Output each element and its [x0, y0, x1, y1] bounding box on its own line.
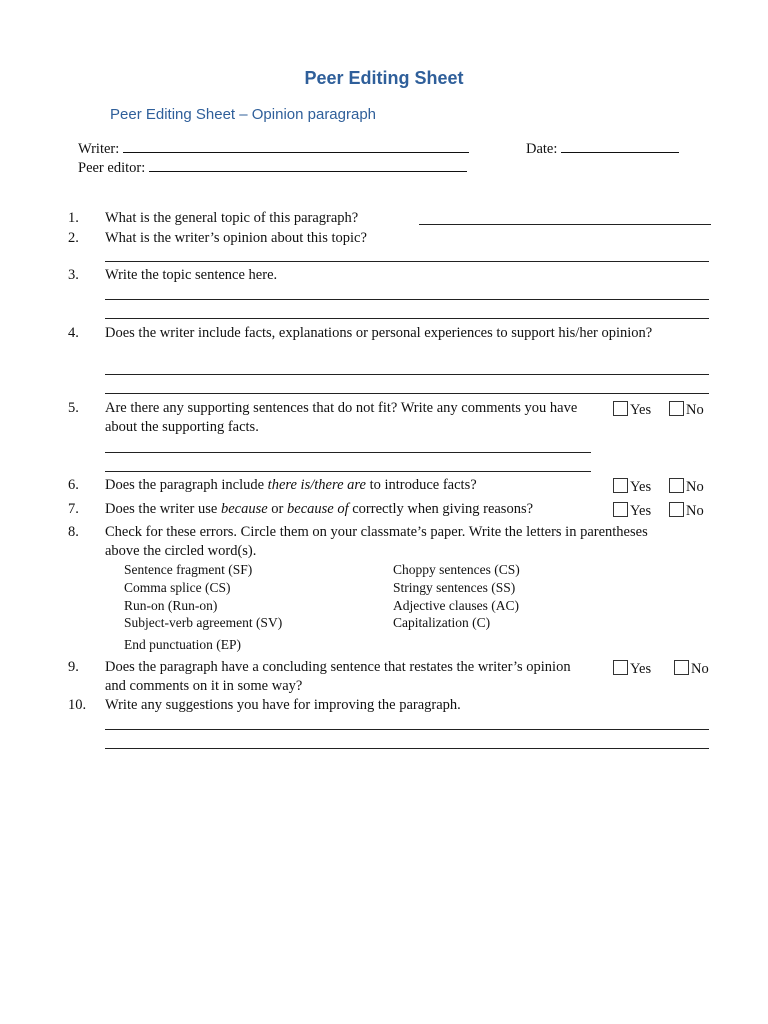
question-3-number: 3.	[68, 267, 79, 283]
no-checkbox[interactable]	[674, 660, 689, 675]
date-label: Date:	[526, 141, 558, 157]
question-1-text: What is the general topic of this paragraph?	[105, 210, 359, 226]
yes-label: Yes	[630, 479, 652, 495]
writer-label: Writer:	[78, 141, 120, 157]
yes-checkbox[interactable]	[613, 502, 628, 517]
question-10-text: Write any suggestions you have for improving the paragraph.	[105, 697, 461, 713]
yes-label: Yes	[630, 661, 652, 677]
peer-editor-blank[interactable]	[149, 159, 467, 172]
date-field[interactable]	[526, 140, 679, 158]
question-6-text: Does the paragraph include there is/there are to introduce facts?	[105, 477, 477, 493]
answer-line-1[interactable]	[419, 224, 711, 225]
peer-editor-field[interactable]	[78, 159, 467, 177]
page-title: Peer Editing Sheet	[304, 68, 464, 88]
question-5-yes-option[interactable]	[613, 401, 651, 419]
question-2-number: 2.	[68, 230, 79, 246]
question-2-text: What is the writer’s opinion about this topic?	[105, 230, 367, 246]
no-label: No	[686, 402, 704, 418]
question-9-number: 9.	[68, 659, 79, 675]
answer-line-5b[interactable]	[105, 471, 591, 472]
no-checkbox[interactable]	[669, 478, 684, 493]
answer-line-2[interactable]	[105, 261, 709, 262]
error-type-item: Stringy sentences (SS)	[393, 580, 516, 595]
yes-label: Yes	[630, 402, 652, 418]
question-9-no-option[interactable]	[674, 660, 709, 678]
question-7-yes-option[interactable]	[613, 502, 651, 520]
error-type-item: Subject-verb agreement (SV)	[124, 615, 283, 630]
question-6-yes-option[interactable]	[613, 478, 651, 496]
error-type-item: Sentence fragment (SF)	[124, 562, 253, 577]
question-6-no-option[interactable]	[669, 478, 704, 496]
question-5-text: Are there any supporting sentences that do not fit? Write any comments you have about the supporting facts.	[105, 400, 578, 435]
writer-blank[interactable]	[123, 140, 469, 153]
yes-label: Yes	[630, 503, 652, 519]
error-type-item: Run-on (Run-on)	[124, 598, 218, 613]
error-type-item: Capitalization (C)	[393, 615, 491, 630]
question-9-text: Does the paragraph have a concluding sentence that restates the writer’s opinion and comments on it in some way?	[105, 659, 571, 694]
question-4-text: Does the writer include facts, explanations or personal experiences to support his/her opinion?	[105, 325, 653, 341]
no-checkbox[interactable]	[669, 401, 684, 416]
answer-line-3b[interactable]	[105, 318, 709, 319]
question-4-number: 4.	[68, 325, 79, 341]
question-6-number: 6.	[68, 477, 79, 493]
question-5-number: 5.	[68, 400, 79, 416]
question-8-number: 8.	[68, 524, 79, 540]
no-label: No	[691, 661, 709, 677]
error-type-item: End punctuation (EP)	[124, 637, 241, 652]
yes-checkbox[interactable]	[613, 660, 628, 675]
question-7-number: 7.	[68, 501, 79, 517]
writer-field[interactable]	[78, 140, 469, 158]
no-label: No	[686, 479, 704, 495]
question-1-number: 1.	[68, 210, 79, 226]
question-3-text: Write the topic sentence here.	[105, 267, 278, 283]
question-10-number: 10.	[68, 697, 87, 713]
question-9-yes-option[interactable]	[613, 660, 651, 678]
error-type-item: Comma splice (CS)	[124, 580, 231, 595]
answer-line-10a[interactable]	[105, 729, 709, 730]
yes-checkbox[interactable]	[613, 478, 628, 493]
answer-line-4a[interactable]	[105, 374, 709, 375]
question-8-text: Check for these errors. Circle them on your classmate’s paper. Write the letters in parentheses above the circled word(s).	[105, 524, 648, 559]
date-blank[interactable]	[561, 140, 679, 153]
error-type-item: Choppy sentences (CS)	[393, 562, 520, 577]
question-7-text: Does the writer use because or because of correctly when giving reasons?	[105, 501, 534, 517]
question-7-no-option[interactable]	[669, 502, 704, 520]
answer-line-4b[interactable]	[105, 393, 709, 394]
answer-line-5a[interactable]	[105, 452, 591, 453]
peer-editor-label: Peer editor:	[78, 160, 146, 176]
answer-line-10b[interactable]	[105, 748, 709, 749]
error-type-item: Adjective clauses (AC)	[393, 598, 519, 613]
no-checkbox[interactable]	[669, 502, 684, 517]
yes-checkbox[interactable]	[613, 401, 628, 416]
no-label: No	[686, 503, 704, 519]
answer-line-3a[interactable]	[105, 299, 709, 300]
page-subtitle: Peer Editing Sheet – Opinion paragraph	[110, 106, 377, 123]
question-5-no-option[interactable]	[669, 401, 704, 419]
